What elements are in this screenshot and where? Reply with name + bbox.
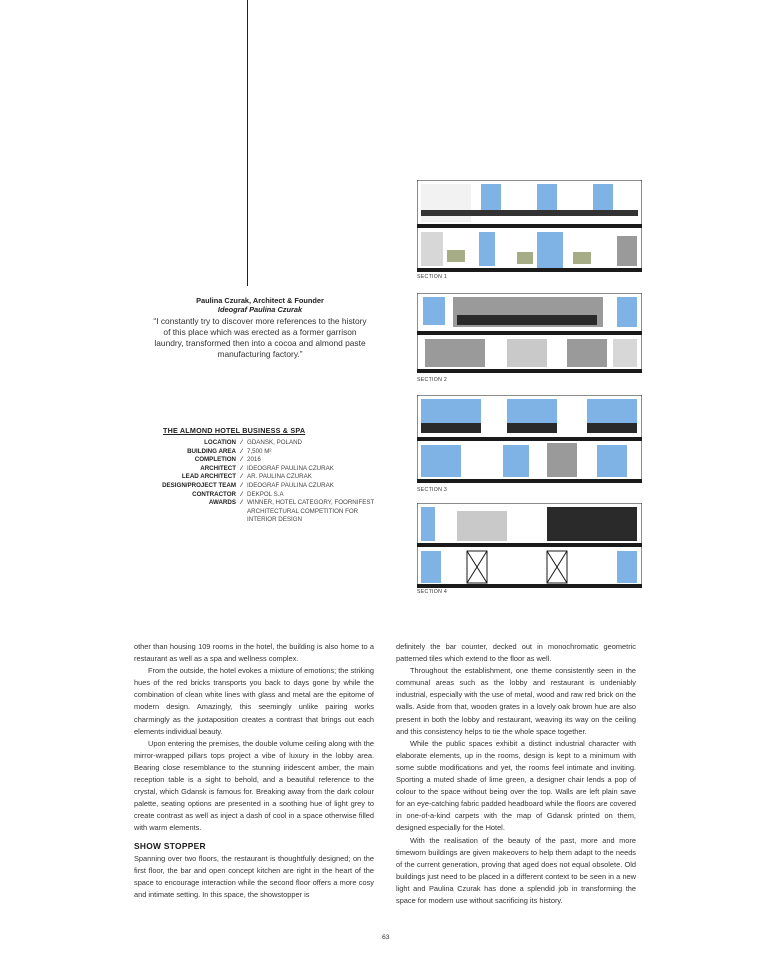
paragraph: Upon entering the premises, the double volume ceiling along with the mirror-wrapped pillars tops project a vibe of luxury in the lobby area. Bearing close resemblance to the stunning iridescent amber, the main reception table is a sight to behold, and a beautiful reference to the crystal, which Gdansk is famous for. Breaking away from the dark colour palette, seating options are presented in a soothing hue of light grey to create contrast as well as inject a dash of cool in a space otherwise filled with warm elements.: [134, 738, 374, 833]
spec-key: COMPLETION: [194, 456, 236, 464]
body-column-left: [134, 641, 374, 901]
section-3-drawing: [417, 395, 642, 483]
spec-row: [140, 448, 380, 457]
section-label: SECTION 2: [417, 377, 448, 383]
spec-key: ARCHITECT: [200, 464, 236, 472]
spec-value: IDEOGRAF PAULINA CZURAK: [247, 481, 334, 489]
spec-row: [140, 482, 380, 491]
section-4-drawing: [417, 503, 642, 588]
project-specs: [140, 439, 380, 525]
spec-row: [140, 491, 380, 500]
spec-key: DESIGN/PROJECT TEAM: [162, 481, 236, 489]
project-title: THE ALMOND HOTEL BUSINESS & SPA: [163, 426, 306, 435]
spec-value: GDANSK, POLAND: [247, 439, 303, 446]
paragraph: With the realisation of the beauty of the past, more and more timeworn buildings are given makeovers to help them adapt to the needs of the current generation, proving that aged does not equal obsolete. Old buildings just need to be placed in a different context to be seen in a new light and Paulina Czurak has done a splendid job in transforming the space for modern use without sacrificing its history.: [396, 835, 636, 905]
section-label: SECTION 3: [417, 487, 448, 493]
quote-author: Paulina Czurak, Architect & Founder: [196, 296, 324, 305]
spec-value: WINNER, HOTEL CATEGORY, FOORNIFEST ARCHITECTURAL COMPETITION FOR INTERIOR DESIGN: [247, 499, 375, 524]
spec-separator: ⁄: [240, 456, 243, 464]
quote-company: Ideograf Paulina Czurak: [217, 305, 303, 314]
spec-key: BUILDING AREA: [187, 447, 236, 455]
paragraph: While the public spaces exhibit a distinct industrial character with elaborate elements, up in the rooms, design is kept to a minimum with some subtle modifications and yet, the rooms feel intimate and inviting. Sporting a muted shade of lime green, a designer chair lends a pop of colour to the space without being over the top. Walls are left plain save for an eye-catching fabric padded headboard while the floors are covered in one-of-a-kind carpets with the map of Gdansk printed on them, designed especially for the Hotel.: [396, 738, 636, 833]
section-heading: SHOW STOPPER: [134, 840, 206, 851]
spec-separator: ⁄: [240, 464, 243, 472]
spec-key: CONTRACTOR: [192, 490, 236, 498]
spec-value: 2016: [247, 456, 261, 464]
body-column-right: [396, 641, 636, 907]
paragraph: other than housing 109 rooms in the hotel, the building is also home to a restaurant as well as a spa and wellness complex.: [134, 642, 374, 664]
spec-value: DEKPOL S.A: [247, 490, 284, 498]
section-label: SECTION 1: [417, 274, 448, 280]
spec-separator: ⁄: [240, 499, 243, 507]
spec-separator: ⁄: [240, 490, 243, 498]
spec-separator: ⁄: [240, 439, 243, 446]
paragraph: definitely the bar counter, decked out in monochromatic geometric patterned tiles which extend to the floor as well.: [396, 642, 636, 664]
paragraph: Spanning over two floors, the restaurant is thoughtfully designed; on the first floor, the bar and open concept kitchen are right in the heart of the space to encourage interaction while the second floor offers a more cosy and intimate setting. In this space, the showstopper is: [134, 853, 374, 899]
section-1-drawing: [417, 180, 642, 272]
page-number: 63: [382, 934, 390, 941]
spec-value: IDEOGRAF PAULINA CZURAK: [247, 464, 334, 472]
spec-row: [140, 499, 380, 525]
section-label: SECTION 4: [417, 589, 448, 595]
quote-text: “I constantly try to discover more references to the history of this place which was erected as a former garrison laundry, transformed then into a cocoa and almond paste manufacturing factory.”: [153, 316, 367, 359]
spec-row: [140, 439, 380, 448]
spec-row: [140, 465, 380, 474]
section-2-drawing: [417, 293, 642, 373]
spec-separator: ⁄: [240, 481, 243, 489]
pull-quote: [150, 296, 370, 360]
spec-key: LEAD ARCHITECT: [181, 473, 236, 481]
spec-value: AR. PAULINA CZURAK: [247, 473, 312, 481]
paragraph: Throughout the establishment, one theme consistently seen in the communal areas such as the lobby and restaurant is undeniably industrial, especially with the use of metal, wood and raw red brick on the walls. Aside from that, wooden grates in a lovely oak brown hue are also present in both the lobby and restaurant, weaving its way on the ceiling and this consistency helps to tie the whole space together.: [396, 666, 636, 736]
paragraph: From the outside, the hotel evokes a mixture of emotions; the striking hues of the red bricks transports you back to days gone by while the combination of clean white lines with glass and metal are the epitome of modern design. Amazingly, this seemingly unlike pairing works charmingly as the juxtaposition creates a contrast that brings out each elements individual beauty.: [134, 666, 374, 736]
spec-key: AWARDS: [208, 499, 236, 507]
spec-value: 7,500 M²: [247, 447, 272, 455]
spec-row: [140, 473, 380, 482]
spec-separator: ⁄: [240, 447, 243, 455]
spec-row: [140, 456, 380, 465]
spec-key: LOCATION: [204, 439, 236, 446]
spec-separator: ⁄: [240, 473, 243, 481]
vertical-divider-line: [247, 0, 248, 286]
